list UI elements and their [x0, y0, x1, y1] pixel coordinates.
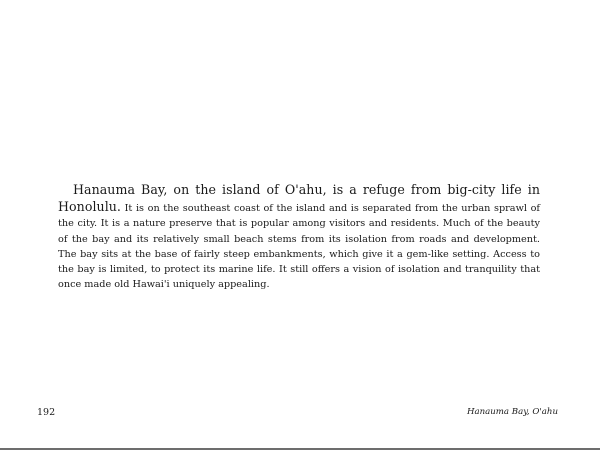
body-paragraph	[58, 182, 540, 292]
page-number: 192	[37, 407, 56, 418]
paragraph-continuation: It is on the southeast coast of the island and is separated from the urban sprawl of the city. It is a nature preserve that is popular among visitors and residents. Much of the beauty of the bay and its relatively small beach stems from its isolation from roads and development. The bay sits at the base of fairly steep embankments, which give it a gem-like setting. Access to the bay is limited, to protect its marine life. It still offers a vision of isolation and tranquility that once made old Hawai'i uniquely appealing.	[58, 203, 540, 291]
lead-sentence: Hanauma Bay, on the island of O'ahu, is a refuge from big-city life in Honolulu.	[58, 182, 540, 215]
running-footer-title: Hanauma Bay, O'ahu	[466, 407, 558, 417]
